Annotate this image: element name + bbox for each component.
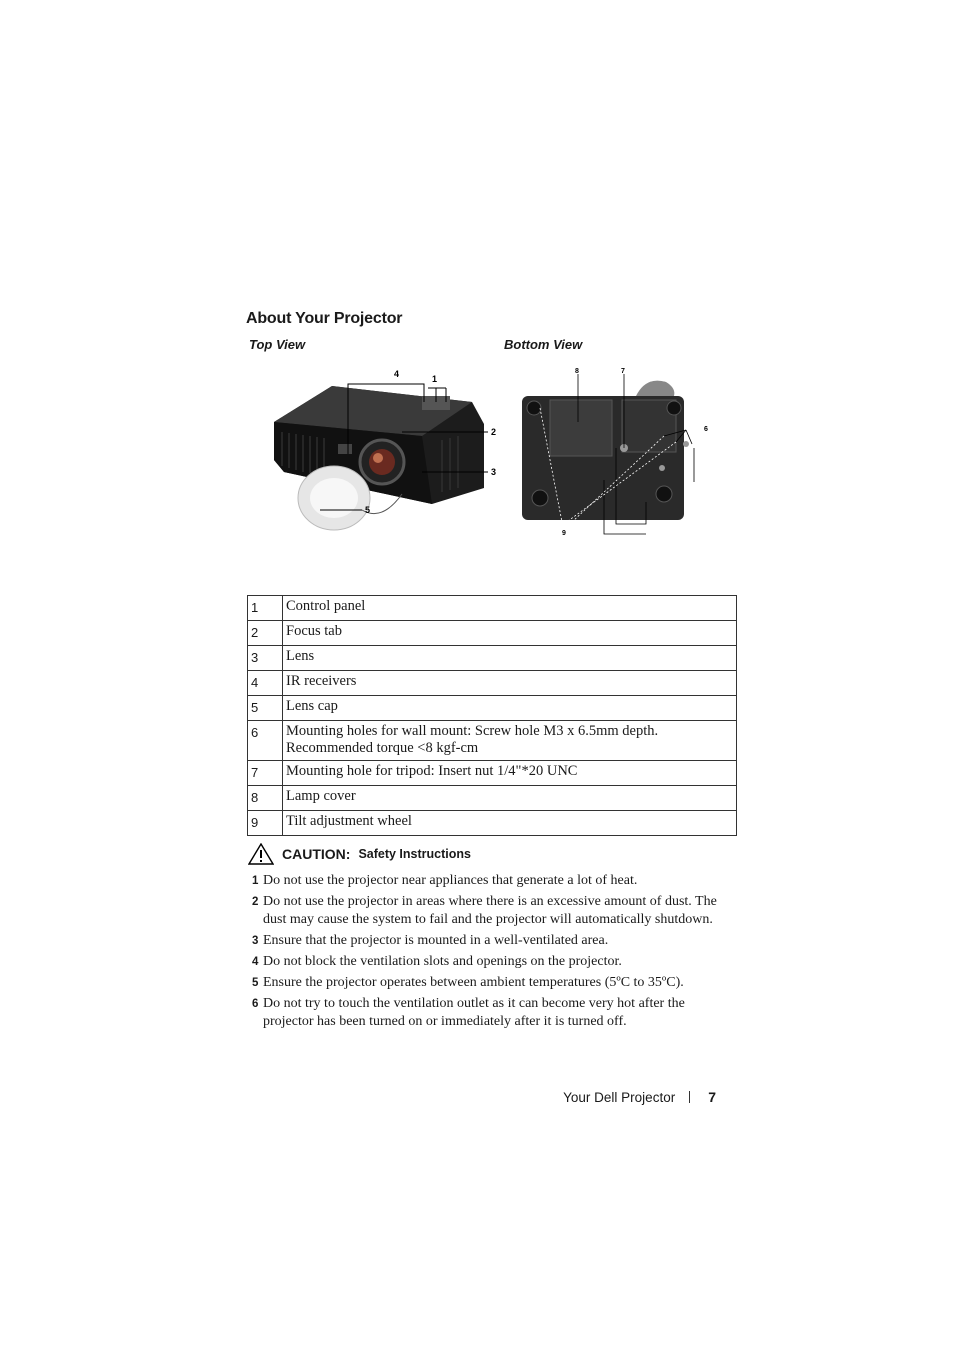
callout-4: 4: [394, 369, 400, 379]
part-description-line-1: Mounting holes for wall mount: Screw hole M3 x 6.5mm depth.: [286, 723, 659, 739]
part-description-line-2: Recommended torque <8 kgf-cm: [286, 740, 479, 756]
item-number: 2: [252, 896, 259, 908]
part-number: 5: [248, 696, 283, 721]
callout-1: 1: [432, 374, 438, 384]
list-item: [252, 932, 736, 950]
part-number: 3: [248, 646, 283, 671]
caution-heading: [248, 843, 471, 865]
item-text: Do not try to touch the ventilation outlet as it can become very hot after the projector has been turned on or immediately after it is turned off.: [263, 996, 685, 1029]
item-text: Ensure the projector operates between ambient temperatures (5ºC to 35ºC).: [263, 975, 684, 990]
page-number: 7: [708, 1089, 716, 1105]
top-view-figure: [262, 362, 502, 542]
item-number: 5: [252, 977, 259, 989]
warning-triangle-icon: [248, 843, 274, 865]
page-footer: [563, 1089, 716, 1105]
callout-7: 7: [621, 368, 625, 375]
item-text: Ensure that the projector is mounted in a well-ventilated area.: [263, 933, 609, 948]
top-view-label: Top View: [249, 337, 306, 352]
list-item: [252, 893, 736, 929]
table-row: [248, 596, 737, 621]
callout-6: 6: [704, 426, 708, 433]
part-description: Lens cap: [283, 696, 737, 721]
table-row: [248, 721, 737, 761]
bottom-view-figure: [516, 362, 716, 544]
table-row: [248, 811, 737, 836]
item-text: Do not block the ventilation slots and openings on the projector.: [263, 954, 622, 969]
callout-5: 5: [365, 505, 371, 515]
part-number: 1: [248, 596, 283, 621]
part-description: Focus tab: [283, 621, 737, 646]
table-row: [248, 621, 737, 646]
item-number: 3: [252, 935, 259, 947]
part-description: Lamp cover: [283, 786, 737, 811]
part-description: [283, 721, 737, 761]
item-text: Do not use the projector near appliances that generate a lot of heat.: [263, 873, 638, 888]
part-description: Lens: [283, 646, 737, 671]
part-description: Tilt adjustment wheel: [283, 811, 737, 836]
part-description: Mounting hole for tripod: Insert nut 1/4"*20 UNC: [283, 761, 737, 786]
part-description: IR receivers: [283, 671, 737, 696]
part-number: 9: [248, 811, 283, 836]
table-row: [248, 671, 737, 696]
table-row: [248, 786, 737, 811]
caution-title: Safety Instructions: [358, 847, 471, 861]
projector-bottom-view-image: [516, 362, 716, 544]
callout-3: 3: [491, 467, 497, 477]
part-number: 2: [248, 621, 283, 646]
table-row: [248, 696, 737, 721]
table-row: [248, 646, 737, 671]
item-text: Do not use the projector in areas where there is an excessive amount of dust. The dust may cause the system to fail and the projector will automatically shutdown.: [263, 894, 717, 927]
safety-instructions-list: [252, 872, 736, 1034]
part-number: 8: [248, 786, 283, 811]
part-number: 4: [248, 671, 283, 696]
caution-label: CAUTION:: [282, 846, 351, 862]
list-item: [252, 974, 736, 992]
parts-table: [247, 595, 737, 836]
list-item: [252, 995, 736, 1031]
item-number: 6: [252, 998, 259, 1010]
list-item: [252, 872, 736, 890]
footer-divider: [689, 1091, 690, 1103]
section-title: About Your Projector: [246, 310, 403, 327]
bottom-view-label: Bottom View: [504, 337, 583, 352]
callout-9: 9: [562, 530, 566, 537]
part-number: 7: [248, 761, 283, 786]
callout-2: 2: [491, 427, 497, 437]
item-number: 1: [252, 875, 259, 887]
callout-8: 8: [575, 368, 579, 375]
list-item: [252, 953, 736, 971]
item-number: 4: [252, 956, 259, 968]
part-description: Control panel: [283, 596, 737, 621]
footer-chapter: Your Dell Projector: [563, 1089, 676, 1105]
projector-top-view-image: [262, 362, 502, 542]
table-row: [248, 761, 737, 786]
part-number: 6: [248, 721, 283, 761]
